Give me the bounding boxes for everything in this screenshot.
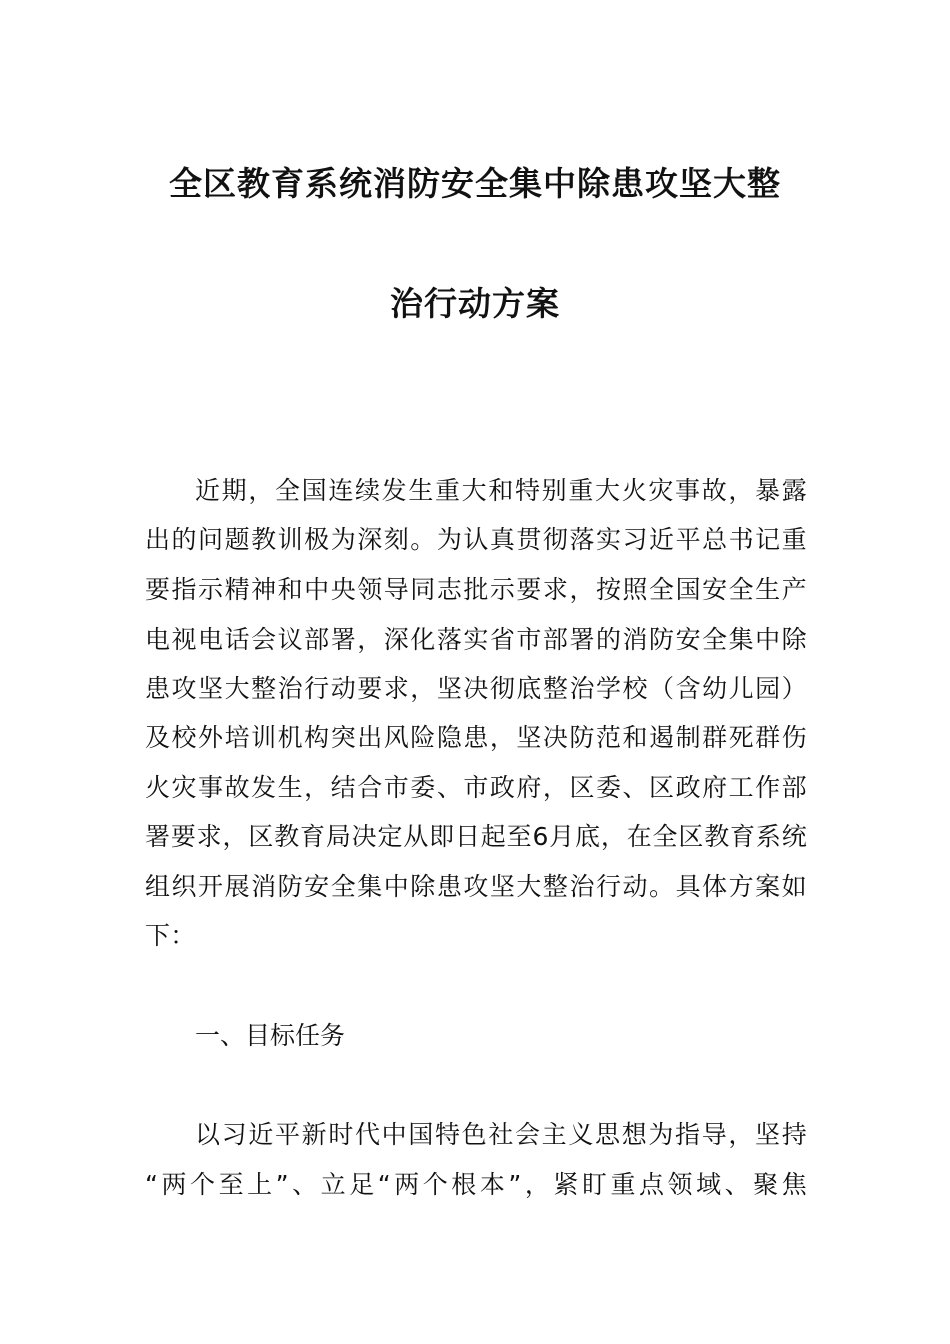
paragraph-line: 患攻坚大整治行动要求，坚决彻底整治学校（含幼儿园） <box>145 674 807 703</box>
paragraph-line: 下： <box>145 921 196 950</box>
paragraph-line: 组织开展消防安全集中除患攻坚大整治行动。具体方案如 <box>145 872 807 901</box>
document-title-line-2: 治行动方案 <box>390 284 560 323</box>
paragraph-line: 署要求，区教育局决定从即日起至6月底，在全区教育系统 <box>145 822 807 851</box>
paragraph-line: 近期，全国连续发生重大和特别重大火灾事故，暴露 <box>195 476 807 505</box>
paragraph-line: 及校外培训机构突出风险隐患，坚决防范和遏制群死群伤 <box>145 723 807 752</box>
section-heading: 一、目标任务 <box>195 1021 346 1050</box>
paragraph-line: 电视电话会议部署，深化落实省市部署的消防安全集中除 <box>145 625 807 654</box>
paragraph-line: 火灾事故发生，结合市委、市政府，区委、区政府工作部 <box>145 773 807 802</box>
document-title-line-1: 全区教育系统消防安全集中除患攻坚大整 <box>169 164 781 203</box>
paragraph-line: 以习近平新时代中国特色社会主义思想为指导，坚持 <box>195 1120 807 1149</box>
paragraph-line: 出的问题教训极为深刻。为认真贯彻落实习近平总书记重 <box>145 525 807 554</box>
paragraph-line: “两个至上”、立足“两个根本”，紧盯重点领域、聚焦 <box>145 1170 807 1199</box>
paragraph-line: 要指示精神和中央领导同志批示要求，按照全国安全生产 <box>145 575 807 604</box>
